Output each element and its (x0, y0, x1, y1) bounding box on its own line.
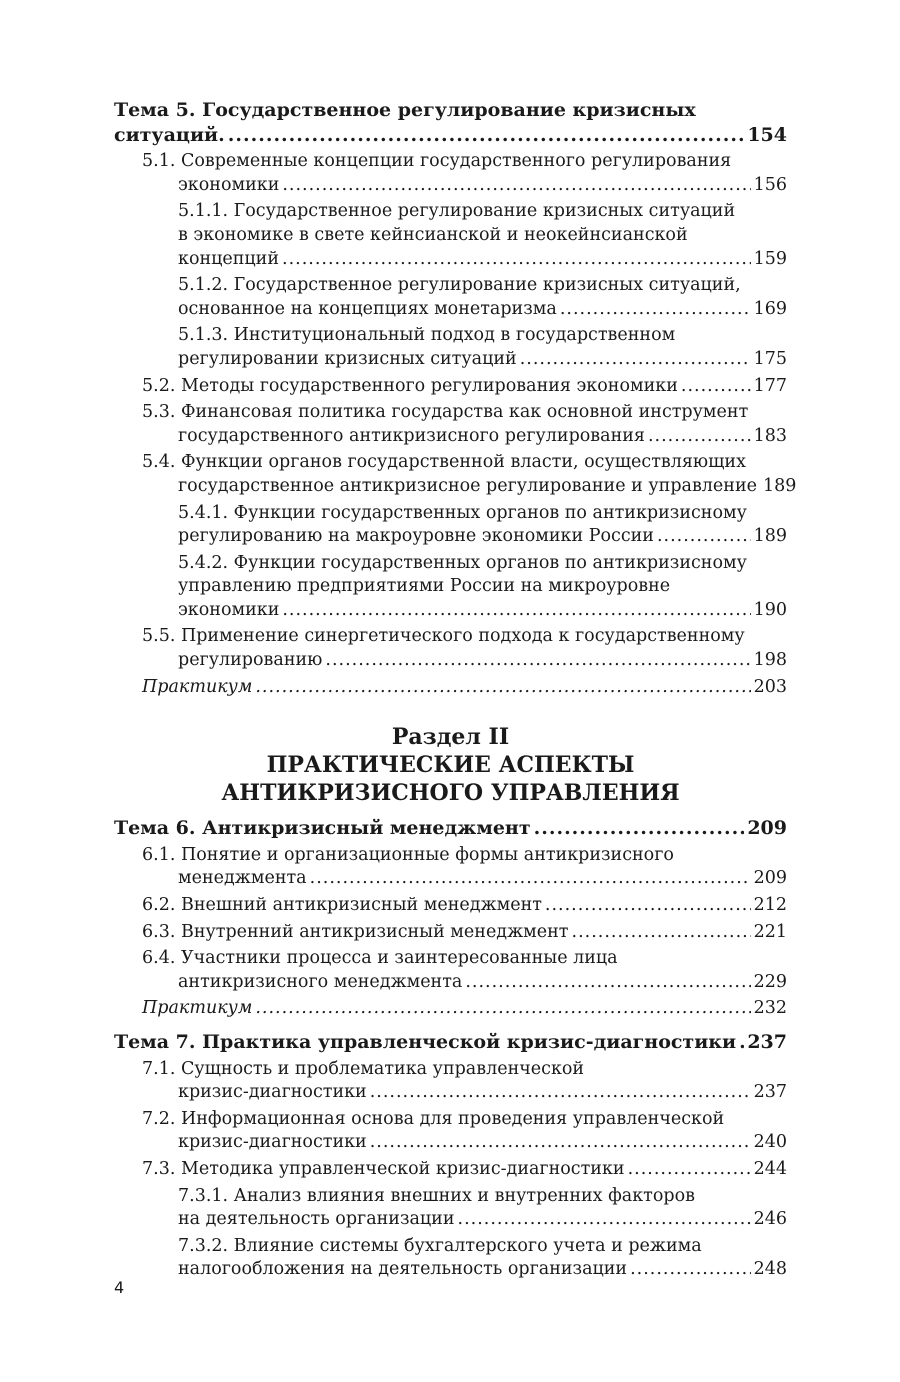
toc-item-5-1-3[interactable] (114, 324, 787, 371)
toc-item-6-4[interactable] (114, 947, 787, 994)
toc-entry-title: 6.2. Внешний антикризисный менеджмент (142, 895, 542, 916)
leader-dots (255, 676, 750, 700)
toc-entry-title: 7.1. Сущность и проблематика управленческой (142, 1058, 585, 1079)
toc-item-6-3[interactable] (114, 921, 787, 945)
toc-item-5-1[interactable] (114, 150, 787, 197)
leader-dots (325, 649, 750, 673)
toc-entry-title: 5.1.2. Государственное регулирование кризисных ситуаций, (178, 275, 741, 296)
leader-dots (282, 174, 750, 198)
toc-entry-title: Тема 5. Государственное регулирование кризисных (114, 99, 696, 121)
leader-dots (310, 867, 751, 891)
leader-dots (739, 1030, 744, 1055)
leader-dots (630, 1258, 751, 1282)
page-ref: 189 (753, 526, 787, 547)
leader-dots (255, 997, 750, 1021)
toc-entry-title: 7.3. Методика управленческой кризис-диагностики (142, 1158, 625, 1179)
toc-entry-title-cont: кризис-диагностики (178, 1132, 367, 1153)
toc-entry-title: Тема 7. Практика управленческой кризис-диагностики (114, 1031, 737, 1053)
page-ref: 248 (753, 1259, 787, 1280)
page-ref: 221 (753, 921, 787, 942)
page-ref: 209 (747, 817, 787, 840)
toc-entry-title-cont: налогообложения на деятельность организации (178, 1259, 628, 1280)
toc-entry-title-cont: регулированию (178, 650, 323, 671)
page-ref: 209 (753, 868, 787, 889)
toc-entry-title: 5.4.1. Функции государственных органов по антикризисному (178, 502, 747, 523)
toc-item-5-5[interactable] (114, 625, 787, 672)
page-ref: 169 (753, 298, 787, 319)
page-ref: 189 (762, 475, 797, 496)
page-ref: 203 (753, 676, 787, 697)
toc-entry-title: 5.4. Функции органов государственной власти, осуществляющих (142, 452, 746, 473)
leader-dots (458, 1208, 751, 1232)
section-number: Раздел II (391, 724, 510, 751)
toc-entry-title: 7.3.1. Анализ влияния внешних и внутренних факторов (178, 1185, 695, 1206)
page-ref: 246 (753, 1209, 787, 1230)
toc-entry-title-cont: на деятельность организации (178, 1209, 455, 1230)
toc-item-7-2[interactable] (114, 1108, 787, 1155)
toc-entry-title-cont: экономики (178, 599, 280, 620)
section-heading (114, 723, 787, 807)
page-ref: 177 (753, 375, 787, 396)
toc-entry-title-cont: ситуаций. (114, 123, 225, 146)
leader-dots (681, 375, 751, 399)
toc-entry-title-cont: государственного антикризисного регулирования (178, 425, 645, 446)
toc-practicum-5[interactable] (114, 676, 787, 700)
toc-item-6-2[interactable] (114, 894, 787, 918)
toc-entry-title: 5.5. Применение синергетического подхода к государственному (142, 626, 745, 647)
toc-entry-title-cont: менеджмента (178, 868, 307, 889)
toc-item-5-3[interactable] (114, 401, 787, 448)
leader-dots (282, 248, 751, 272)
leader-dots (465, 971, 750, 995)
page-ref: 237 (753, 1082, 787, 1103)
leader-dots (370, 1131, 751, 1155)
leader-dots (282, 599, 750, 623)
toc-entry-title: 5.1.1. Государственное регулирование кризисных ситуаций (178, 201, 736, 222)
toc-practicum-6[interactable] (114, 997, 787, 1021)
toc-entry-title: 5.1.3. Институциональный подход в государственном (178, 325, 676, 346)
toc-entry-title-cont: управлению предприятиями России на микроуровне (178, 576, 671, 597)
leader-dots (648, 425, 751, 449)
page-ref: 198 (753, 650, 787, 671)
leader-dots (657, 525, 751, 549)
toc-entry-title: Тема 6. Антикризисный менеджмент (114, 817, 531, 840)
page-ref: 212 (753, 895, 787, 916)
toc-item-7-3[interactable] (114, 1158, 787, 1182)
page-ref: 229 (753, 971, 787, 992)
toc-entry-title-cont: кризис-диагностики (178, 1082, 367, 1103)
toc-entry-title: Практикум (142, 998, 253, 1019)
leader-dots (545, 894, 751, 918)
toc-item-5-1-1[interactable] (114, 200, 787, 271)
section-title-line2: АНТИКРИЗИСНОГО УПРАВЛЕНИЯ (221, 780, 680, 807)
page-ref: 237 (747, 1031, 787, 1053)
toc-entry-title: 5.1. Современные концепции государственного регулирования (142, 151, 732, 172)
toc-entry-title: 5.2. Методы государственного регулирования экономики (142, 375, 678, 396)
toc-item-5-1-2[interactable] (114, 274, 787, 321)
toc-item-5-4[interactable] (114, 451, 797, 498)
page-ref: 154 (747, 123, 787, 146)
toc-item-7-1[interactable] (114, 1058, 787, 1105)
section-title-line1: ПРАКТИЧЕСКИЕ АСПЕКТЫ (266, 752, 635, 779)
toc-entry-title: 5.4.2. Функции государственных органов по антикризисному (178, 552, 747, 573)
toc-item-5-2[interactable] (114, 375, 787, 399)
leader-dots (534, 816, 745, 841)
toc-entry-title-cont: государственное антикризисное регулирование и управление (178, 475, 757, 496)
toc-entry-title: Практикум (142, 676, 253, 697)
toc-entry-title-cont: в экономике в свете кейнсианской и неокейнсианской (178, 224, 688, 245)
leader-dots (628, 1158, 751, 1182)
toc-entry-title: 7.3.2. Влияние системы бухгалтерского учета и режима (178, 1235, 702, 1256)
toc-entry-title-cont: основанное на концепциях монетаризма (178, 298, 557, 319)
toc-entry-title: 6.4. Участники процесса и заинтересованные лица (142, 948, 618, 969)
toc-item-5-4-2[interactable] (114, 552, 787, 623)
leader-dots (560, 298, 751, 322)
toc-entry-title-cont: экономики (178, 174, 280, 195)
table-of-contents (114, 98, 797, 1282)
toc-entry-title-cont: регулированию на макроуровне экономики России (178, 526, 654, 547)
toc-theme-6[interactable] (114, 816, 787, 841)
page-number: 4 (114, 1278, 125, 1297)
page-ref: 156 (753, 174, 787, 195)
toc-entry-title-cont: концепций (178, 248, 279, 269)
page-ref: 183 (753, 425, 787, 446)
leader-dots (572, 921, 751, 945)
page-ref: 232 (753, 998, 787, 1019)
page-ref: 190 (753, 599, 787, 620)
leader-dots (520, 348, 751, 372)
toc-item-7-3-1[interactable] (114, 1185, 787, 1232)
toc-theme-7[interactable] (114, 1030, 787, 1055)
toc-item-5-4-1[interactable] (114, 502, 787, 549)
toc-entry-title-cont: антикризисного менеджмента (178, 971, 463, 992)
page-ref: 175 (753, 348, 787, 369)
page-ref: 244 (753, 1158, 787, 1179)
toc-entry-title: 7.2. Информационная основа для проведения управленческой (142, 1108, 725, 1129)
toc-theme-5[interactable] (114, 98, 787, 147)
toc-entry-title: 6.3. Внутренний антикризисный менеджмент (142, 921, 569, 942)
leader-dots (370, 1081, 751, 1105)
page-ref: 240 (753, 1132, 787, 1153)
toc-entry-title: 5.3. Финансовая политика государства как основной инструмент (142, 402, 749, 423)
toc-item-7-3-2[interactable] (114, 1235, 787, 1282)
leader-dots (228, 123, 745, 148)
toc-entry-title: 6.1. Понятие и организационные формы антикризисного (142, 844, 674, 865)
toc-item-6-1[interactable] (114, 844, 787, 891)
toc-entry-title-cont: регулировании кризисных ситуаций (178, 348, 517, 369)
page-ref: 159 (753, 248, 787, 269)
